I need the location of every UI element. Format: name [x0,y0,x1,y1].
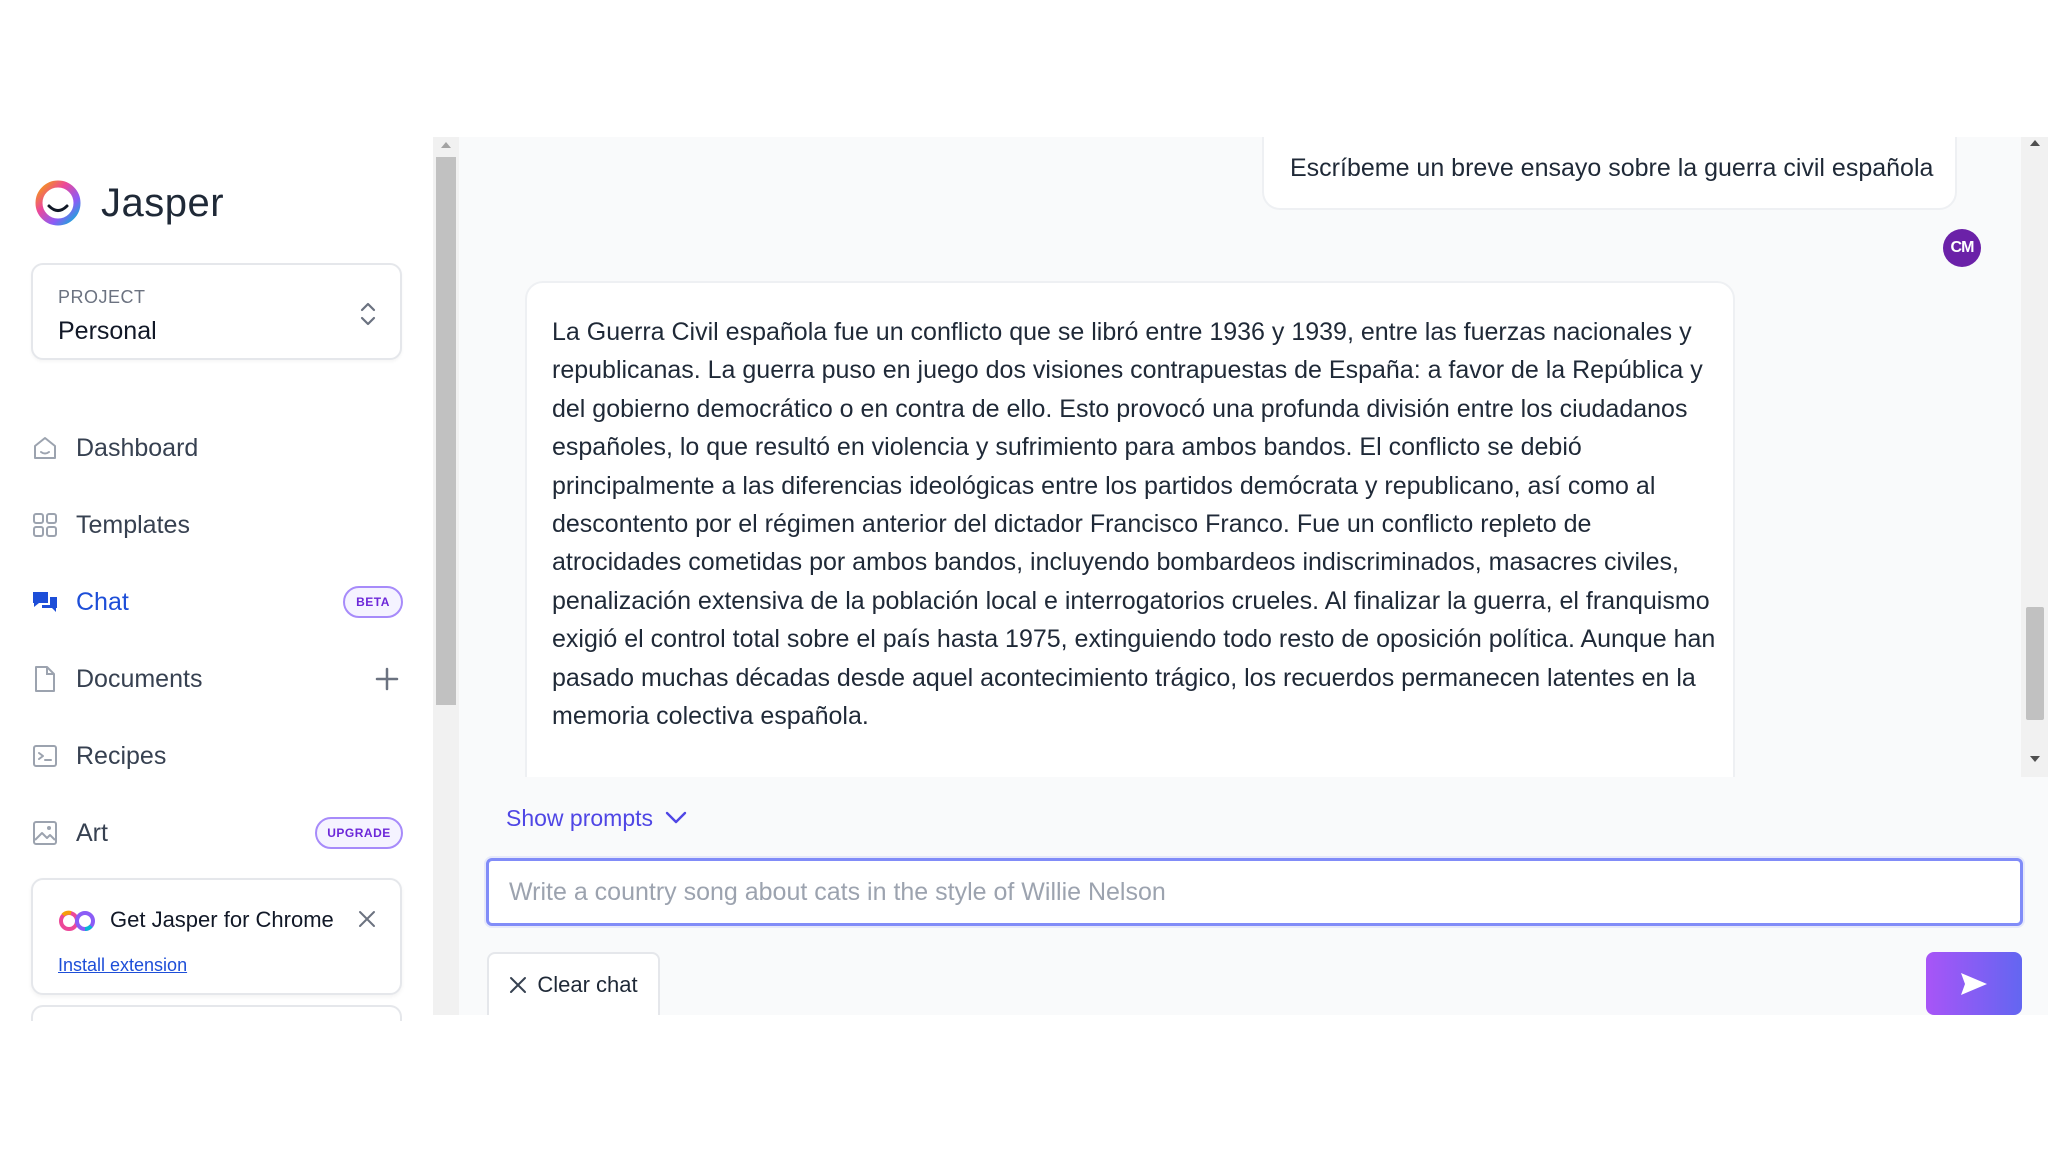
close-icon[interactable] [354,906,380,932]
sidebar-scrollbar[interactable] [433,137,459,1015]
jasper-logo-icon [31,178,87,228]
sidebar-item-art[interactable] [31,810,403,856]
sidebar-scrollbar-thumb[interactable] [436,157,456,705]
close-icon [509,976,527,994]
sidebar-item-label: Chat [76,587,129,616]
sidebar-item-templates[interactable] [31,502,403,548]
user-message [1262,137,1957,210]
show-prompts-label: Show prompts [506,804,654,831]
sidebar-item-recipes[interactable] [31,733,403,779]
chat-main [459,137,2048,1015]
assistant-message-text: La Guerra Civil española fue un conflicto que se libró entre 1936 y 1939, entre las fuerzas nacionales y republicanas. La guerra puso en juego dos visiones contrapuestas de España: a favor de la República y del gobierno democrático o en contra de ello. Esto provocó una profunda división entre los ciudadanos españoles, lo que resultó en violencia y sufrimiento para ambos bandos. El conflicto se debió principalmente a las diferencias ideológicas entre los partidos demócrata y republicano, así como al descontento por el régimen anterior del dictador Francisco Franco. Fue un conflicto repleto de atrocidades cometidas por ambos bandos, incluyendo bombardeos indiscriminados, masacres civiles, penalización extensiva de la población local e interrogatorios crueles. Al finalizar la guerra, el franquismo exigió el control total sobre el país hasta 1975, extinguiendo todo resto de oposición política. Aunque han pasado muchas décadas desde aquel acontecimiento trágico, los recuerdos permanecen latentes en la memoria colectiva española. [552,318,1716,731]
send-button[interactable] [1926,952,2022,1015]
next-card-edge [31,1005,402,1021]
chat-bubbles-icon [31,588,59,616]
chat-messages [459,137,2021,777]
plus-icon [375,667,399,691]
user-message-text: Escríbeme un breve ensayo sobre la guerra civil española [1290,154,1934,182]
chat-scrollbar[interactable] [2021,137,2048,777]
upgrade-badge[interactable]: UPGRADE [315,817,403,849]
clear-chat-button[interactable] [487,952,660,1015]
grid-icon [31,511,59,539]
sidebar-item-label: Dashboard [76,433,199,462]
show-prompts-toggle[interactable] [506,803,687,833]
chat-prompt-input[interactable] [486,858,2023,926]
sidebar-item-dashboard[interactable] [31,425,403,471]
sidebar-item-label: Art [76,818,108,847]
image-icon [31,819,59,847]
send-icon [1959,971,1989,997]
scroll-up-arrow-icon[interactable] [2030,140,2040,146]
clear-chat-label: Clear chat [537,971,638,997]
assistant-message [525,281,1735,777]
jasper-extension-icon [58,909,98,933]
project-selector[interactable] [31,263,402,360]
chat-scrollbar-thumb[interactable] [2026,607,2044,720]
scroll-up-arrow-icon[interactable] [441,142,451,148]
terminal-icon [31,742,59,770]
project-label: PROJECT [58,287,146,307]
beta-badge: BETA [343,586,403,618]
scroll-down-arrow-icon[interactable] [2030,756,2040,762]
chrome-promo-title: Get Jasper for Chrome [110,907,334,932]
chevron-down-icon [665,811,687,825]
sidebar-item-documents[interactable] [31,656,403,702]
brand-name: Jasper [101,180,225,225]
chevron-up-down-icon [358,299,378,329]
app-window [0,137,2048,1015]
chrome-extension-promo [31,878,402,995]
document-icon [31,665,59,693]
install-extension-link[interactable]: Install extension [58,955,188,975]
add-document-button[interactable] [371,663,403,695]
brand-logo[interactable] [31,178,224,228]
sidebar-item-label: Templates [76,510,190,539]
home-icon [31,434,59,462]
sidebar-item-label: Documents [76,664,203,693]
avatar[interactable]: CM [1943,229,1981,267]
sidebar-item-label: Recipes [76,741,167,770]
sidebar-item-chat[interactable] [31,579,403,625]
sidebar [0,137,433,1015]
project-value: Personal [58,317,157,345]
